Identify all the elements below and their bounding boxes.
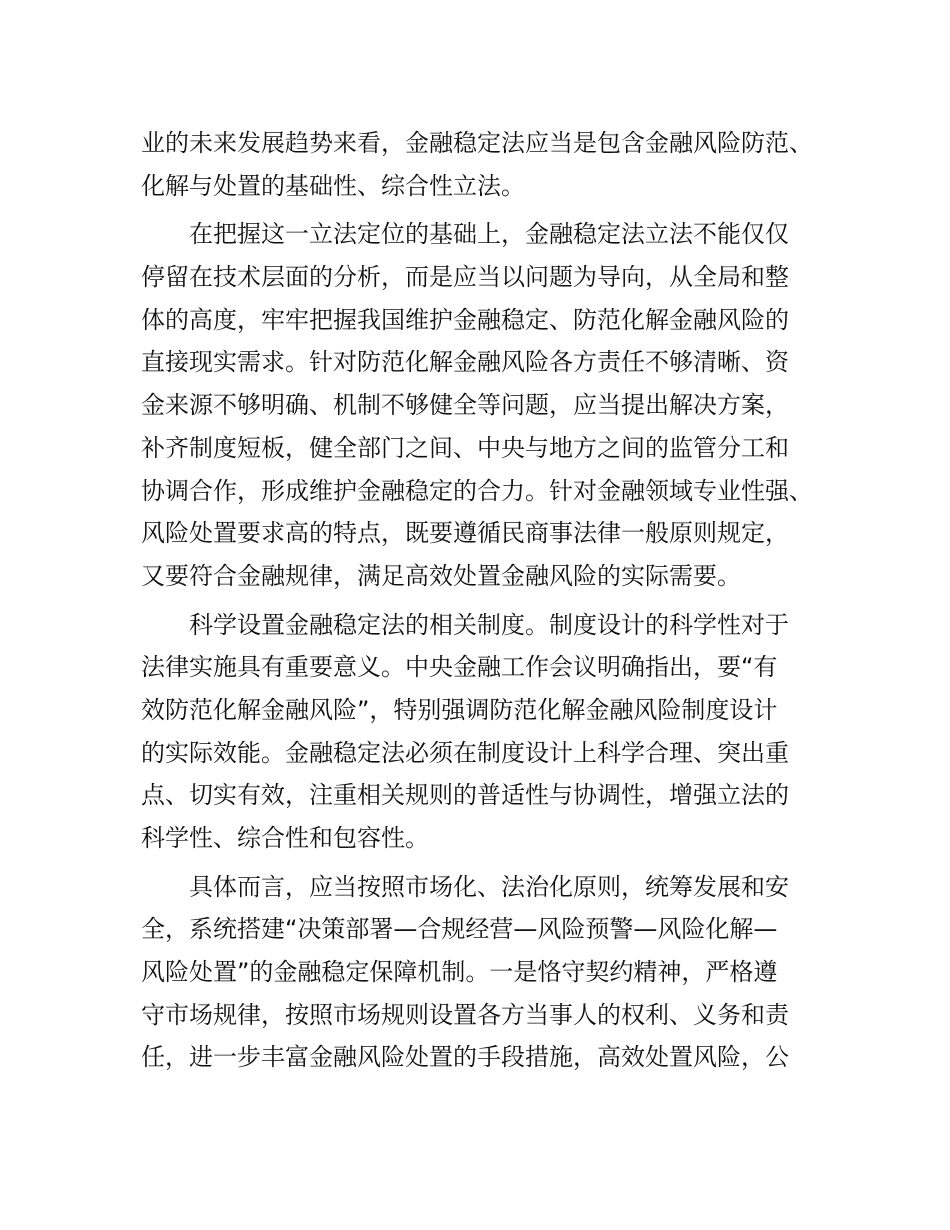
text-line: 协调合作，形成维护金融稳定的合力。针对金融领域专业性强、	[141, 476, 813, 505]
text-line: 在把握这一立法定位的基础上，金融稳定法立法不能仅仅	[189, 220, 789, 249]
text-line: 守市场规律，按照市场规则设置各方当事人的权利、义务和责	[141, 1000, 789, 1029]
text-line: 风险处置”的金融稳定保障机制。一是恪守契约精神，严格遵	[141, 958, 778, 987]
text-line: 补齐制度短板，健全部门之间、中央与地方之间的监管分工和	[141, 433, 789, 462]
text-line: 化解与处置的基础性、综合性立法。	[141, 171, 525, 200]
text-line: 业的未来发展趋势来看，金融稳定法应当是包含金融风险防范、	[141, 129, 813, 157]
text-line: 点、切实有效，注重相关规则的普适性与协调性，增强立法的	[141, 781, 789, 810]
text-line: 风险处置要求高的特点，既要遵循民商事法律一般原则规定，	[141, 519, 789, 548]
text-line: 又要符合金融规律，满足高效处置金融风险的实际需要。	[141, 561, 741, 590]
text-line: 金来源不够明确、机制不够健全等问题，应当提出解决方案，	[141, 391, 789, 420]
paragraph-2	[141, 213, 831, 597]
text-line: 科学性、综合性和包容性。	[141, 824, 429, 852]
text-line: 具体而言，应当按照市场化、法治化原则，统筹发展和安	[189, 872, 789, 901]
paragraph-4	[141, 866, 831, 1079]
text-line: 体的高度，牢牢把握我国维护金融稳定、防范化解金融风险的	[141, 305, 789, 334]
text-line: 效防范化解金融风险”，特别强调防范化解金融风险制度设计	[141, 695, 778, 724]
text-line: 停留在技术层面的分析，而是应当以问题为导向，从全局和整	[141, 263, 789, 292]
text-line: 直接现实需求。针对防范化解金融风险各方责任不够清晰、资	[141, 348, 789, 377]
paragraph-3	[141, 604, 831, 860]
text-line: 任，进一步丰富金融风险处置的手段措施，高效处置风险，公	[141, 1043, 789, 1072]
text-line: 的实际效能。金融稳定法必须在制度设计上科学合理、突出重	[141, 738, 789, 767]
body-text	[141, 122, 831, 1085]
text-line: 全，系统搭建“决策部署—合规经营—风险预警—风险化解—	[141, 915, 778, 944]
text-line: 科学设置金融稳定法的相关制度。制度设计的科学性对于	[189, 610, 789, 639]
paragraph-1	[141, 122, 831, 207]
text-line: 法律实施具有重要意义。中央金融工作会议明确指出，要“有	[141, 653, 778, 682]
